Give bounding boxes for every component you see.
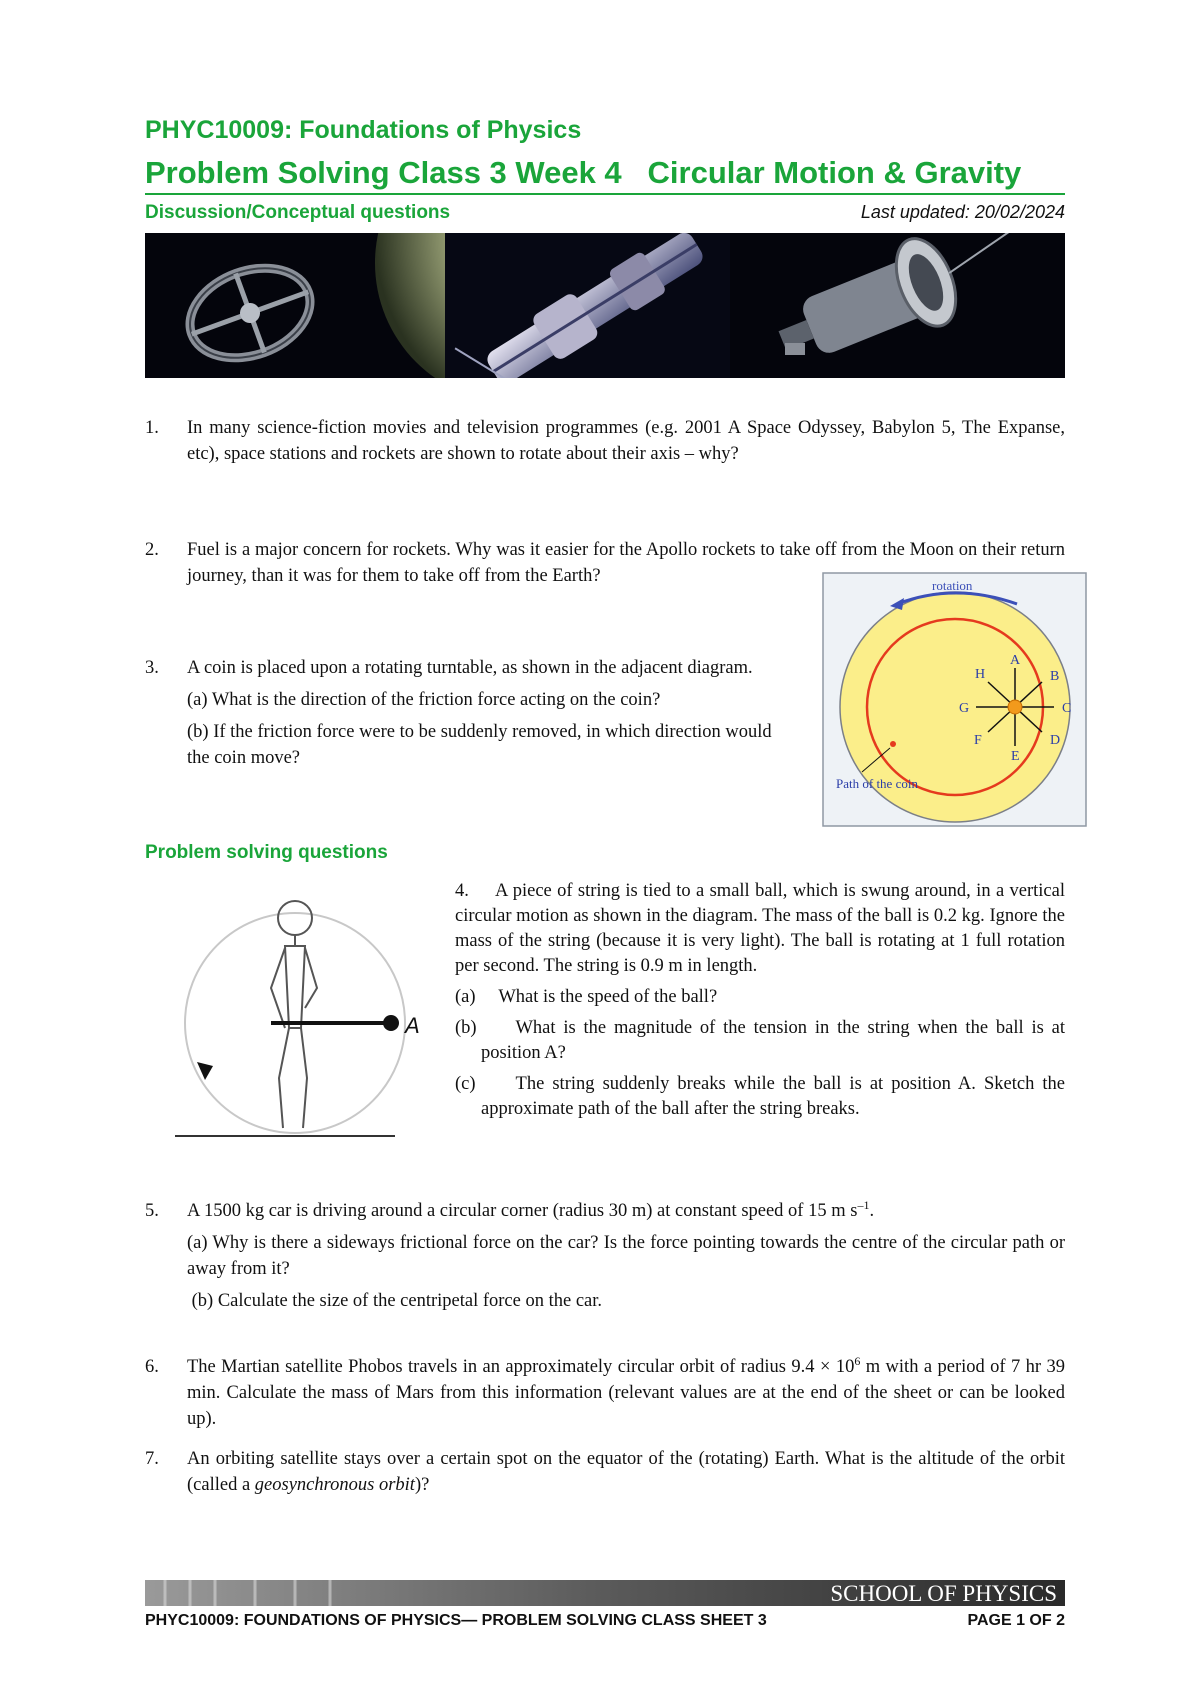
space-stations-banner [145,233,1065,378]
question-number: 3. [145,658,159,678]
question-number: 5. [145,1201,159,1221]
section-heading-problems: Problem solving questions [145,842,388,863]
question-6 [145,1353,1065,1432]
question-text-end: )? [414,1475,430,1495]
question-number: 4. [455,881,469,901]
unit-exponent: –1 [857,1197,870,1212]
question-part-c: (c) The string suddenly breaks while the ball is at position A. Sketch the approximate path of the ball after the string breaks. [455,1074,1070,1119]
section-heading-discussion: Discussion/Conceptual questions [145,202,451,223]
title-divider [145,193,1065,195]
swinging-ball-diagram [175,888,445,1143]
question-text: A coin is placed upon a rotating turntable, as shown in the adjacent diagram. [187,658,753,678]
path-of-coin-label: Path of the coin [836,776,918,791]
footer-page-number: PAGE 1 OF 2 [967,1612,1065,1629]
school-of-physics-label: SCHOOL OF PHYSICS [830,1581,1057,1606]
question-part-a: (a) What is the speed of the ball? [455,987,718,1007]
question-number: 1. [145,418,159,438]
rotation-label: rotation [932,578,973,593]
question-text [187,1446,1065,1498]
direction-label-d: D [1050,733,1061,748]
question-text-end: m with a period of 7 hr 39 min. Calculate the mass of Mars from this information (relevant values are at the end of the sheet or can be looked up). [187,1357,1065,1429]
course-title: PHYC10009: Foundations of Physics [145,116,582,144]
question-part-b: (b) If the friction force were to be suddenly removed, in which direction would the coin move? [187,722,772,768]
direction-label-f: F [974,733,982,748]
question-number: 2. [145,540,159,560]
question-4 [455,879,1070,1122]
question-text-end: . [869,1201,875,1221]
emphasized-term: geosynchronous orbit [254,1475,415,1495]
question-5 [145,1197,1065,1314]
direction-label-b: B [1050,669,1060,684]
space-stations-illustration [145,233,1065,378]
direction-label-g: G [959,701,970,716]
direction-label-e: E [1011,749,1020,764]
question-text: In many science-fiction movies and television programmes (e.g. 2001 A Space Odyssey, Babylon 5, The Expanse, etc), space stations and rockets are shown to rotate about their axis – why? [187,418,1065,464]
direction-label-c: C [1062,701,1072,716]
question-4-text [455,879,1065,979]
question-text-main: The Martian satellite Phobos travels in an approximately circular orbit of radius 9.4 × 10 [187,1357,855,1377]
question-part-a: (a) What is the direction of the friction force acting on the coin? [187,690,661,710]
question-text [187,1198,1065,1224]
question-text [187,1354,1065,1432]
position-a-label: A [405,1013,420,1038]
direction-label-a: A [1010,653,1021,668]
last-updated-date: Last updated: 20/02/2024 [860,202,1065,222]
turntable-diagram [822,572,1087,827]
page-title: Problem Solving Class 3 Week 4 Circular Motion & Gravity [145,155,1022,190]
question-text-main: A 1500 kg car is driving around a circular corner (radius 30 m) at constant speed of 15 m s [187,1201,858,1221]
question-part-a: (a) Why is there a sideways frictional force on the car? Is the force pointing towards the centre of the circular path or away from it? [187,1233,1065,1279]
question-1 [145,415,1065,467]
question-text-main: An orbiting satellite stays over a certain spot on the equator of the (rotating) Earth. What is the altitude of the orbit (called a [187,1449,1065,1495]
question-text: Fuel is a major concern for rockets. Why was it easier for the Apollo rockets to take off from the Moon on their return journey, than it was for them to take off from the Earth? [187,540,1065,586]
question-part-b: (b) Calculate the size of the centripetal force on the car. [187,1291,603,1311]
footer-course-sheet: PHYC10009: FOUNDATIONS OF PHYSICS— PROBLEM SOLVING CLASS SHEET 3 [145,1612,767,1629]
school-of-physics-banner [145,1580,1065,1606]
power-exponent: 6 [854,1353,861,1368]
question-3 [145,655,797,771]
question-part-b: (b) What is the magnitude of the tension in the string when the ball is at position A? [455,1018,1070,1063]
direction-label-h: H [975,667,986,682]
question-number: 7. [145,1449,159,1469]
question-number: 6. [145,1357,159,1377]
question-text: A piece of string is tied to a small ball, which is swung around, in a vertical circular motion as shown in the diagram. The mass of the ball is 0.2 kg. Ignore the mass of the string (because it is very light). The ball is rotating at 1 full rotation per second. The string is 0.9 m in length. [455,881,1065,976]
question-7 [145,1446,1065,1498]
